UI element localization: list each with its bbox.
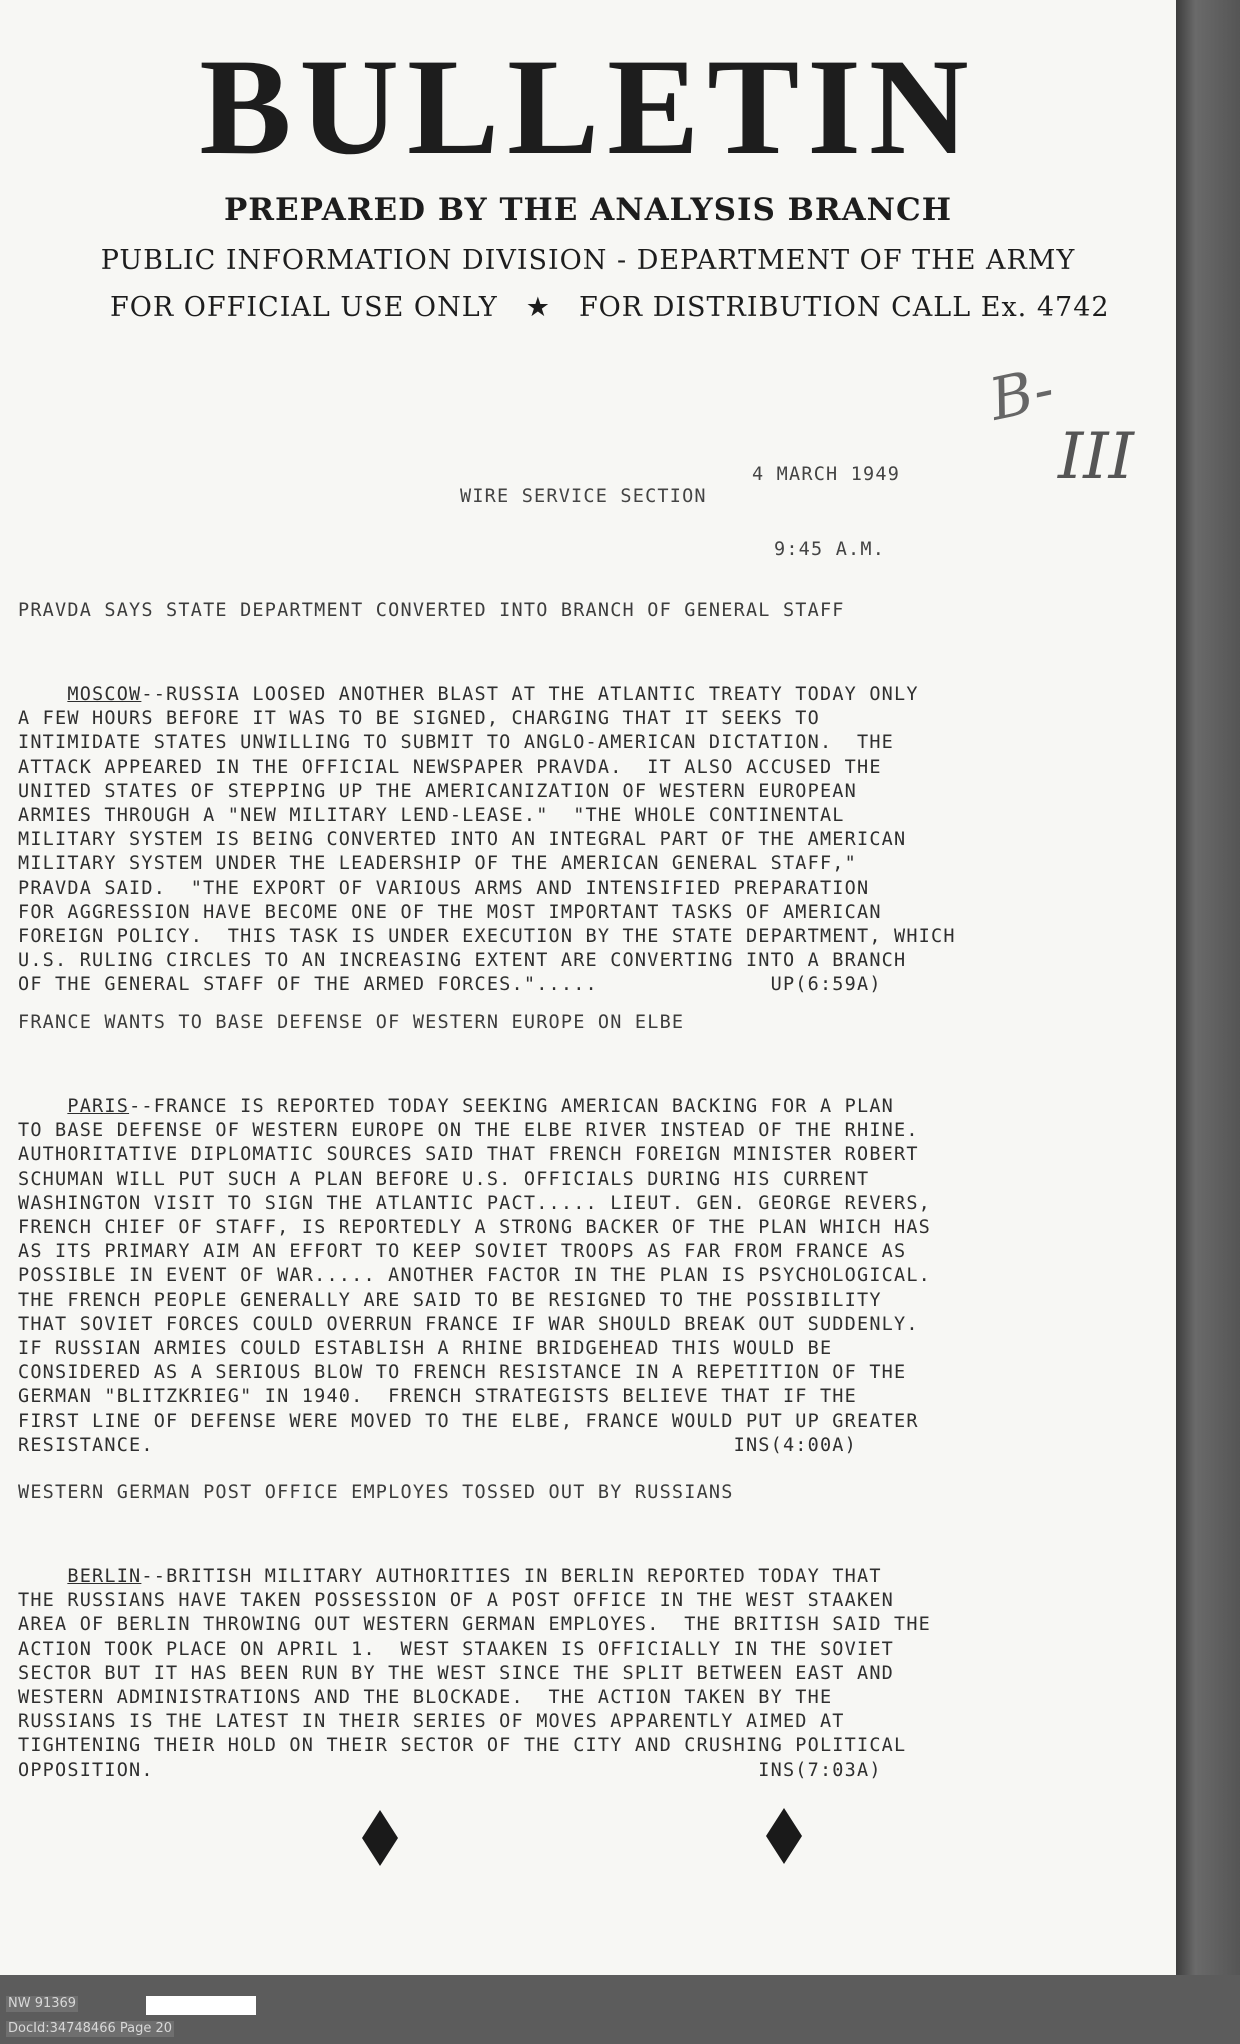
- story-line: AREA OF BERLIN THROWING OUT WESTERN GERMAN EMPLOYES. THE BRITISH SAID THE: [18, 1614, 932, 1636]
- story-line: [18, 683, 1168, 707]
- distribution-text: FOR DISTRIBUTION CALL Ex. 4742: [578, 292, 1110, 323]
- story-line: TIGHTENING THEIR HOLD ON THEIR SECTOR OF THE CITY AND CRUSHING POLITICAL: [18, 1735, 907, 1757]
- story-line: SECTOR BUT IT HAS BEEN RUN BY THE WEST SINCE THE SPLIT BETWEEN EAST AND: [18, 1662, 894, 1684]
- story-line: U.S. RULING CIRCLES TO AN INCREASING EXTENT ARE CONVERTING INTO A BRANCH: [18, 950, 907, 972]
- story-line: RESISTANCE. INS(4:00A): [18, 1434, 857, 1456]
- news-story: [18, 1440, 1168, 1825]
- story-line: [18, 1095, 1168, 1119]
- story-line: FOR AGGRESSION HAVE BECOME ONE OF THE MOST IMPORTANT TASKS OF AMERICAN: [18, 901, 882, 923]
- prepared-by-line: PREPARED BY THE ANALYSIS BRANCH: [223, 192, 952, 228]
- story-line: MILITARY SYSTEM IS BEING CONVERTED INTO AN INTEGRAL PART OF THE AMERICAN: [18, 829, 907, 851]
- indent: [18, 1096, 67, 1117]
- story-line: ACTION TOOK PLACE ON APRIL 1. WEST STAAKEN IS OFFICIALLY IN THE SOVIET: [18, 1638, 894, 1660]
- bulletin-date: 4 MARCH 1949: [752, 464, 901, 485]
- official-use-line: [110, 292, 1110, 323]
- story-line: INTIMIDATE STATES UNWILLING TO SUBMIT TO ANGLO-AMERICAN DICTATION. THE: [18, 732, 894, 754]
- story-body: [18, 1095, 1168, 1458]
- story-line: WESTERN ADMINISTRATIONS AND THE BLOCKADE. THE ACTION TAKEN BY THE: [18, 1687, 833, 1709]
- story-dateline: BERLIN: [67, 1566, 142, 1587]
- story-line: [18, 1565, 1168, 1589]
- story-line: AS ITS PRIMARY AIM AN EFFORT TO KEEP SOVIET TROOPS AS FAR FROM FRANCE AS: [18, 1241, 907, 1263]
- handwritten-numeral: III: [1058, 420, 1134, 494]
- story-headline: PRAVDA SAYS STATE DEPARTMENT CONVERTED INTO BRANCH OF GENERAL STAFF: [18, 600, 845, 621]
- story-line: CONSIDERED AS A SERIOUS BLOW TO FRENCH RESISTANCE IN A REPETITION OF THE: [18, 1362, 907, 1384]
- news-story: [18, 558, 1168, 1040]
- story-line: UNITED STATES OF STEPPING UP THE AMERICANIZATION OF WESTERN EUROPEAN: [18, 780, 857, 802]
- story-line: GERMAN "BLITZKRIEG" IN 1940. FRENCH STRATEGISTS BELIEVE THAT IF THE: [18, 1386, 857, 1408]
- story-line: THAT SOVIET FORCES COULD OVERRUN FRANCE IF WAR SHOULD BREAK OUT SUDDENLY.: [18, 1313, 919, 1335]
- story-line: AUTHORITATIVE DIPLOMATIC SOURCES SAID THAT FRENCH FOREIGN MINISTER ROBERT: [18, 1144, 919, 1166]
- nw-number-label: NW 91369: [8, 1996, 77, 2011]
- story-line-text: --RUSSIA LOOSED ANOTHER BLAST AT THE ATLANTIC TREATY TODAY ONLY: [141, 684, 919, 705]
- doc-id-label: DocId:34748466 Page 20: [8, 2021, 173, 2036]
- indent: [18, 684, 67, 705]
- story-line: FRENCH CHIEF OF STAFF, IS REPORTEDLY A STRONG BACKER OF THE PLAN WHICH HAS: [18, 1217, 932, 1239]
- story-line: IF RUSSIAN ARMIES COULD ESTABLISH A RHINE BRIDGEHEAD THIS WOULD BE: [18, 1338, 833, 1360]
- story-line: MILITARY SYSTEM UNDER THE LEADERSHIP OF THE AMERICAN GENERAL STAFF,": [18, 853, 857, 875]
- story-line: THE RUSSIANS HAVE TAKEN POSSESSION OF A POST OFFICE IN THE WEST STAAKEN: [18, 1590, 894, 1612]
- story-line: OPPOSITION. INS(7:03A): [18, 1759, 882, 1781]
- story-headline: WESTERN GERMAN POST OFFICE EMPLOYES TOSSED OUT BY RUSSIANS: [18, 1482, 734, 1503]
- story-line: RUSSIANS IS THE LATEST IN THEIR SERIES OF MOVES APPARENTLY AIMED AT: [18, 1711, 845, 1733]
- story-body: [18, 1565, 1168, 1783]
- handwritten-mark: B-: [983, 354, 1060, 434]
- story-line: A FEW HOURS BEFORE IT WAS TO BE SIGNED, CHARGING THAT IT SEEKS TO: [18, 708, 820, 730]
- story-line-text: --FRANCE IS REPORTED TODAY SEEKING AMERICAN BACKING FOR A PLAN: [129, 1096, 895, 1117]
- bulletin-title: BULLETIN: [199, 30, 977, 183]
- story-line: FOREIGN POLICY. THIS TASK IS UNDER EXECUTION BY THE STATE DEPARTMENT, WHICH: [18, 926, 956, 948]
- story-line: ATTACK APPEARED IN THE OFFICIAL NEWSPAPER PRAVDA. IT ALSO ACCUSED THE: [18, 756, 882, 778]
- official-use-text: FOR OFFICIAL USE ONLY: [110, 292, 498, 323]
- story-headline: FRANCE WANTS TO BASE DEFENSE OF WESTERN EUROPE ON ELBE: [18, 1012, 685, 1033]
- division-line: PUBLIC INFORMATION DIVISION - DEPARTMENT OF THE ARMY: [100, 245, 1076, 276]
- indent: [18, 1566, 67, 1587]
- bulletin-time: 9:45 A.M.: [774, 539, 886, 560]
- story-line: PRAVDA SAID. "THE EXPORT OF VARIOUS ARMS AND INTENSIFIED PREPARATION: [18, 877, 870, 899]
- section-title: WIRE SERVICE SECTION: [460, 486, 707, 507]
- story-line-text: --BRITISH MILITARY AUTHORITIES IN BERLIN REPORTED TODAY THAT: [141, 1566, 882, 1587]
- story-line: POSSIBLE IN EVENT OF WAR..... ANOTHER FACTOR IN THE PLAN IS PSYCHOLOGICAL.: [18, 1265, 932, 1287]
- story-line: OF THE GENERAL STAFF OF THE ARMED FORCES."..... UP(6:59A): [18, 974, 882, 996]
- story-line: THE FRENCH PEOPLE GENERALLY ARE SAID TO BE RESIGNED TO THE POSSIBILITY: [18, 1289, 882, 1311]
- story-line: WASHINGTON VISIT TO SIGN THE ATLANTIC PACT..... LIEUT. GEN. GEORGE REVERS,: [18, 1192, 932, 1214]
- story-line: SCHUMAN WILL PUT SUCH A PLAN BEFORE U.S. OFFICIALS DURING HIS CURRENT: [18, 1168, 870, 1190]
- story-dateline: PARIS: [67, 1096, 130, 1117]
- story-dateline: MOSCOW: [67, 684, 142, 705]
- story-body: [18, 683, 1168, 998]
- story-line: ARMIES THROUGH A "NEW MILITARY LEND-LEASE." "THE WHOLE CONTINENTAL: [18, 805, 845, 827]
- star-icon: ★: [525, 292, 551, 323]
- story-line: TO BASE DEFENSE OF WESTERN EUROPE ON THE ELBE RIVER INSTEAD OF THE RHINE.: [18, 1120, 919, 1142]
- scan-edge: [1176, 0, 1240, 2044]
- redaction-box: [146, 1996, 256, 2015]
- news-story: [18, 970, 1168, 1500]
- story-line: FIRST LINE OF DEFENSE WERE MOVED TO THE ELBE, FRANCE WOULD PUT UP GREATER: [18, 1410, 919, 1432]
